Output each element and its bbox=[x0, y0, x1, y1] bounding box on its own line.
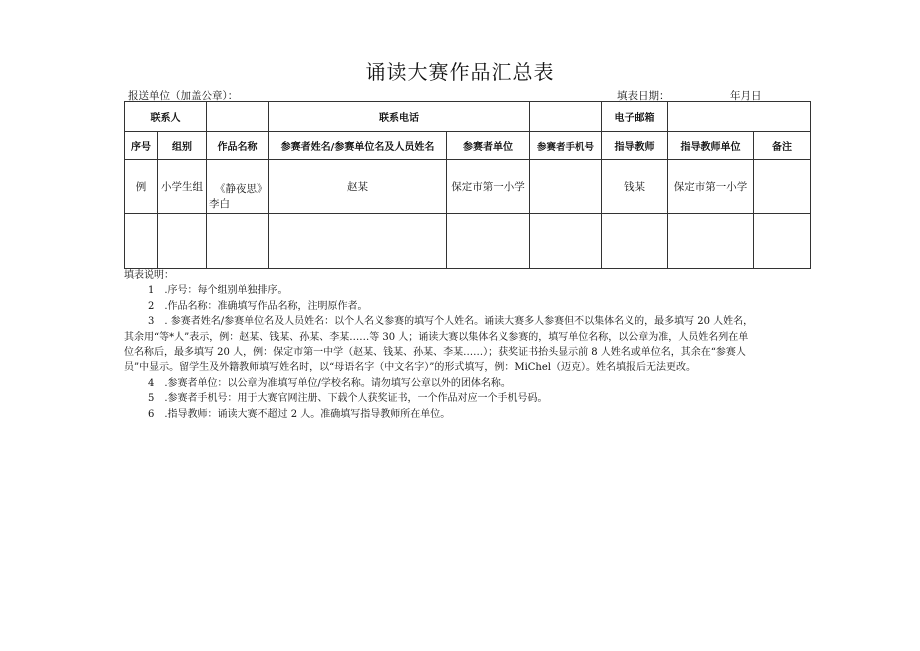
example-participant-phone bbox=[530, 160, 602, 214]
instruction-2: 2 .作品名称：准确填写作品名称，注明原作者。 bbox=[148, 300, 368, 312]
email-cell[interactable] bbox=[668, 102, 811, 132]
blank-cell[interactable] bbox=[447, 214, 530, 269]
fill-date-suffix: 年月日 bbox=[730, 90, 762, 102]
contact-phone-cell[interactable] bbox=[530, 102, 602, 132]
blank-cell[interactable] bbox=[207, 214, 269, 269]
blank-cell[interactable] bbox=[754, 214, 811, 269]
col-header-teacher: 指导教师 bbox=[602, 132, 668, 160]
example-work-title bbox=[207, 160, 269, 214]
col-header-group: 组别 bbox=[158, 132, 207, 160]
blank-cell[interactable] bbox=[269, 214, 447, 269]
example-teacher-unit: 保定市第一小学 bbox=[668, 160, 754, 214]
fill-instructions bbox=[124, 268, 812, 422]
col-header-participant-unit: 参赛者单位 bbox=[447, 132, 530, 160]
header-row bbox=[125, 132, 811, 160]
example-participant-unit: 保定市第一小学 bbox=[447, 160, 530, 214]
example-teacher: 钱某 bbox=[602, 160, 668, 214]
instruction-5: 5 .参赛者手机号：用于大赛官网注册、下载个人获奖证书，一个作品对应一个手机号码。 bbox=[148, 393, 548, 405]
blank-cell[interactable] bbox=[158, 214, 207, 269]
fill-date-label: 填表日期： bbox=[617, 90, 670, 102]
instruction-3-line-4: 员”中显示。留学生及外籍教师填写姓名时，以“母语名字（中文名字）”的形式填写，例：MiChel（迈克）。姓名填报后无法更改。 bbox=[124, 362, 696, 374]
example-work-author: 李白 bbox=[209, 198, 230, 210]
blank-cell[interactable] bbox=[530, 214, 602, 269]
example-index: 例 bbox=[125, 160, 158, 214]
example-participant: 赵某 bbox=[269, 160, 447, 214]
instruction-4: 4 .参赛者单位：以公章为准填写单位/学校名称。请勿填写公章以外的团体名称。 bbox=[148, 377, 511, 389]
example-group: 小学生组 bbox=[158, 160, 207, 214]
example-row bbox=[125, 160, 811, 214]
instruction-3-line-1: 3 . 参赛者姓名/参赛单位名及人员姓名：以个人名义参赛的填写个人姓名。诵读大赛多人参赛但不以集体名义的，最多填写 20 人姓名， bbox=[148, 316, 754, 328]
submitting-unit-label: 报送单位（加盖公章）： bbox=[128, 90, 239, 102]
col-header-remark: 备注 bbox=[754, 132, 811, 160]
col-header-participant-phone: 参赛者手机号 bbox=[530, 132, 602, 160]
instructions-heading: 填表说明： bbox=[124, 270, 174, 281]
example-remark bbox=[754, 160, 811, 214]
email-label: 电子邮箱 bbox=[602, 102, 668, 132]
instruction-3-line-3: 位名称后，最多填写 20 人，例：保定市第一中学（赵某、钱某、孙某、李某……）；获奖证书抬头显示前 8 人姓名或单位名，其余在“参赛人 bbox=[124, 347, 746, 359]
instruction-3-line-2: 其余用“等*人”表示，例：赵某、钱某、孙某、李某……等 30 人；诵读大赛以集体名义参赛的，填写单位名称，以公章为准，人员姓名列在单 bbox=[124, 331, 749, 343]
contact-person-label: 联系人 bbox=[125, 102, 207, 132]
contact-phone-label: 联系电话 bbox=[269, 102, 530, 132]
col-header-participant: 参赛者姓名/参赛单位名及人员姓名 bbox=[269, 132, 447, 160]
contact-person-cell[interactable] bbox=[207, 102, 269, 132]
example-work-name: 《静夜思》 bbox=[215, 183, 268, 195]
blank-cell[interactable] bbox=[125, 214, 158, 269]
summary-table bbox=[124, 101, 811, 269]
instruction-6: 6 .指导教师：诵读大赛不超过 2 人。准确填写指导教师所在单位。 bbox=[148, 408, 451, 420]
blank-cell[interactable] bbox=[602, 214, 668, 269]
contact-row bbox=[125, 102, 811, 132]
col-header-index: 序号 bbox=[125, 132, 158, 160]
col-header-teacher-unit: 指导教师单位 bbox=[668, 132, 754, 160]
blank-cell[interactable] bbox=[668, 214, 754, 269]
blank-entry-row bbox=[125, 214, 811, 269]
form-title: 诵读大赛作品汇总表 bbox=[365, 60, 555, 84]
instruction-1: 1 .序号：每个组别单独排序。 bbox=[148, 285, 288, 297]
col-header-work-title: 作品名称 bbox=[207, 132, 269, 160]
